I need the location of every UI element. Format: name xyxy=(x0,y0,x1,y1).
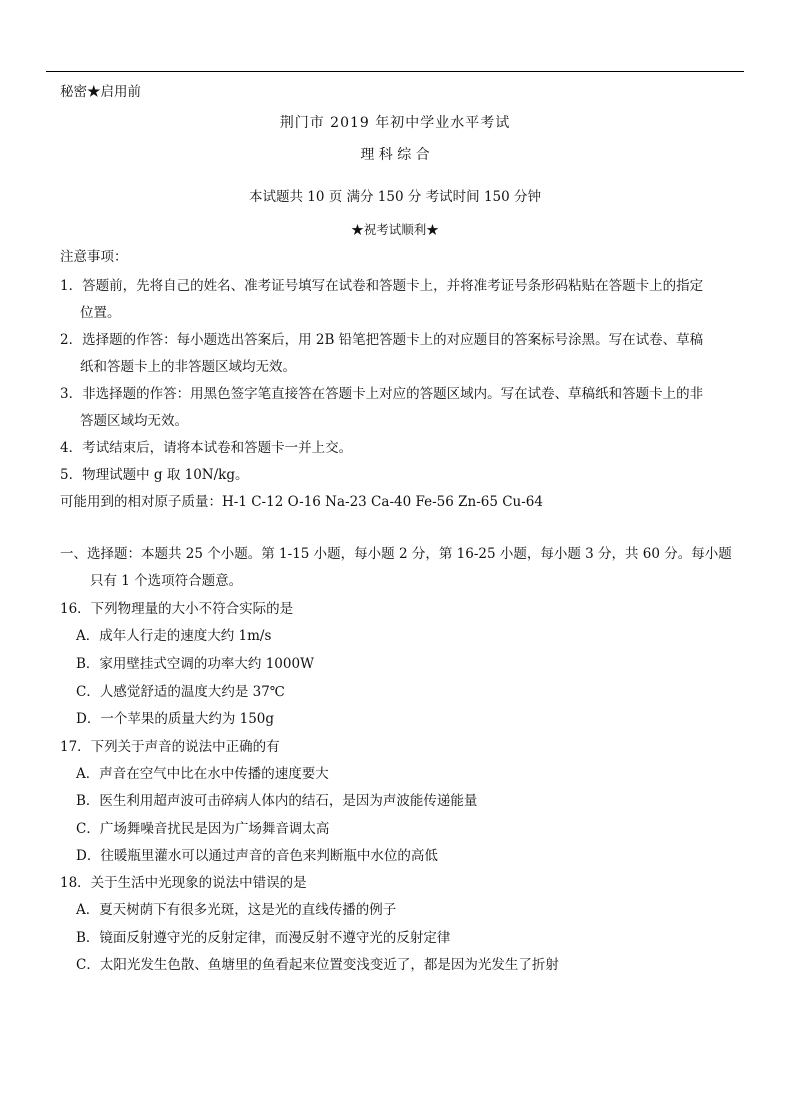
subject-title: 理 科 综 合 xyxy=(360,147,430,163)
question-option: D．一个苹果的质量大约为 150g xyxy=(76,711,275,727)
question-option: C．人感觉舒适的温度大约是 37℃ xyxy=(76,684,285,700)
question-option: D．往暖瓶里灌水可以通过声音的音色来判断瓶中水位的高低 xyxy=(76,848,438,864)
question-option: A．夏天树荫下有很多光斑，这是光的直线传播的例子 xyxy=(76,902,397,918)
question-option: A．声音在空气中比在水中传播的速度要大 xyxy=(76,766,329,782)
section-heading-cont: 只有 1 个选项符合题意。 xyxy=(90,573,243,589)
section-heading: 一、选择题：本题共 25 个小题。第 1-15 小题，每小题 2 分，第 16-25 小题，每小题 3 分，共 60 分。每小题 xyxy=(60,546,732,562)
question-stem: 17．下列关于声音的说法中正确的有 xyxy=(60,739,280,755)
header-rule xyxy=(46,71,744,72)
question-option: B．医生利用超声波可击碎病人体内的结石，是因为声波能传递能量 xyxy=(76,793,478,809)
exam-info: 本试题共 10 页 满分 150 分 考试时间 150 分钟 xyxy=(248,189,542,205)
note-item: 5．物理试题中 g 取 10N/kg。 xyxy=(60,467,249,483)
secret-label: 秘密★启用前 xyxy=(60,84,141,100)
exam-title: 荆门市 2019 年初中学业水平考试 xyxy=(279,115,511,131)
blessing: ★祝考试顺利★ xyxy=(351,222,439,237)
notes-heading: 注意事项： xyxy=(60,249,128,265)
question-option: C．广场舞噪音扰民是因为广场舞音调太高 xyxy=(76,821,330,837)
note-item: 3．非选择题的作答：用黑色签字笔直接答在答题卡上对应的答题区域内。写在试卷、草稿纸和答题卡上的非 xyxy=(60,386,704,402)
atomic-mass: 可能用到的相对原子质量：H-1 C-12 O-16 Na-23 Ca-40 Fe-56 Zn-65 Cu-64 xyxy=(60,494,543,510)
note-item: 2．选择题的作答：每小题选出答案后，用 2B 铅笔把答题卡上的对应题目的答案标号涂黑。写在试卷、草稿 xyxy=(60,332,704,348)
note-item: 1．答题前，先将自己的姓名、准考证号填写在试卷和答题卡上，并将准考证号条形码粘贴在答题卡上的指定 xyxy=(60,278,704,294)
note-item-cont: 纸和答题卡上的非答题区域均无效。 xyxy=(80,359,296,375)
note-item-cont: 位置。 xyxy=(80,305,121,321)
question-option: B．家用壁挂式空调的功率大约 1000W xyxy=(76,656,314,672)
question-stem: 18．关于生活中光现象的说法中错误的是 xyxy=(60,875,307,891)
question-stem: 16．下列物理量的大小不符合实际的是 xyxy=(60,601,294,617)
question-option: B．镜面反射遵守光的反射定律，而漫反射不遵守光的反射定律 xyxy=(76,930,451,946)
note-item-cont: 答题区域均无效。 xyxy=(80,413,188,429)
note-item: 4．考试结束后，请将本试卷和答题卡一并上交。 xyxy=(60,440,353,456)
question-option: C．太阳光发生色散、鱼塘里的鱼看起来位置变浅变近了，都是因为光发生了折射 xyxy=(76,957,559,973)
question-option: A．成年人行走的速度大约 1m/s xyxy=(76,628,272,644)
